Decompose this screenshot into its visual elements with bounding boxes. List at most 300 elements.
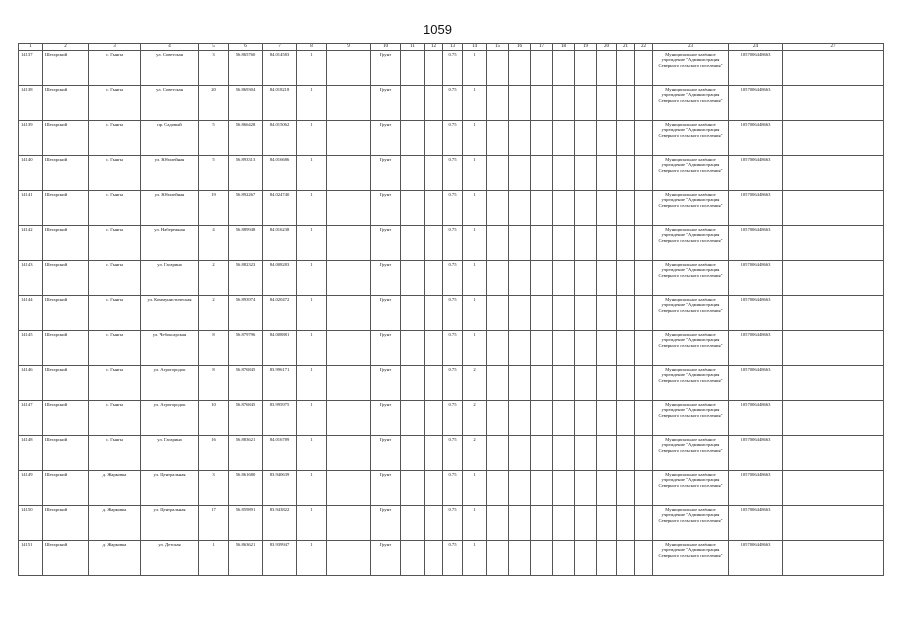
col11-cell <box>401 121 425 156</box>
col16-cell <box>509 226 531 261</box>
column-header: 17 <box>531 44 553 51</box>
col21-cell <box>617 121 635 156</box>
col8-cell: 1 <box>297 191 327 226</box>
col15-cell <box>487 471 509 506</box>
latitude-cell: 56.876845 <box>229 401 263 436</box>
col22-cell <box>635 191 653 226</box>
area-cell: 0.75 <box>443 121 463 156</box>
count-cell: 2 <box>463 436 487 471</box>
col16-cell <box>509 261 531 296</box>
ogrn-cell: 1057006448663 <box>729 261 783 296</box>
surface-cell: Грунт <box>371 261 401 296</box>
col11-cell <box>401 331 425 366</box>
col12-cell <box>425 331 443 366</box>
col27-cell <box>783 366 884 401</box>
street-cell: ул. Гагарина <box>141 261 199 296</box>
ogrn-cell: 1057006448663 <box>729 471 783 506</box>
col12-cell <box>425 226 443 261</box>
street-cell: ул. Гагарина <box>141 436 199 471</box>
col12-cell <box>425 191 443 226</box>
house-cell: 19 <box>199 191 229 226</box>
col21-cell <box>617 191 635 226</box>
column-header: 18 <box>553 44 575 51</box>
area-cell: 0.75 <box>443 506 463 541</box>
col27-cell <box>783 541 884 576</box>
column-header: 24 <box>729 44 783 51</box>
column-header: 12 <box>425 44 443 51</box>
col9-cell <box>327 436 371 471</box>
col15-cell <box>487 51 509 86</box>
col22-cell <box>635 86 653 121</box>
longitude-cell: 84.020472 <box>263 296 297 331</box>
longitude-cell: 84.014583 <box>263 51 297 86</box>
col17-cell <box>531 366 553 401</box>
house-cell: 17 <box>199 506 229 541</box>
settlement-cell: с. Гынгы <box>89 261 141 296</box>
col17-cell <box>531 226 553 261</box>
col8-cell: 1 <box>297 541 327 576</box>
longitude-cell: 84.016238 <box>263 226 297 261</box>
column-header: 3 <box>89 44 141 51</box>
col12-cell <box>425 366 443 401</box>
col12-cell <box>425 86 443 121</box>
col27-cell <box>783 506 884 541</box>
table-row <box>19 121 884 156</box>
count-cell: 1 <box>463 226 487 261</box>
col18-cell <box>553 506 575 541</box>
col27-cell <box>783 226 884 261</box>
owner-cell: Муниципальное казённое учреждение "Администрация Северного сельского поселения" <box>653 156 729 191</box>
district-cell: Шегарский <box>43 471 89 506</box>
col27-cell <box>783 191 884 226</box>
area-cell: 0.75 <box>443 296 463 331</box>
house-cell: 8 <box>199 366 229 401</box>
count-cell: 1 <box>463 191 487 226</box>
ogrn-cell: 1057006448663 <box>729 86 783 121</box>
owner-cell: Муниципальное казённое учреждение "Администрация Северного сельского поселения" <box>653 366 729 401</box>
house-cell: 20 <box>199 86 229 121</box>
col12-cell <box>425 541 443 576</box>
col21-cell <box>617 436 635 471</box>
street-cell: ул. Юбилейная <box>141 156 199 191</box>
col19-cell <box>575 86 597 121</box>
col17-cell <box>531 471 553 506</box>
latitude-cell: 56.889948 <box>229 226 263 261</box>
col19-cell <box>575 51 597 86</box>
col8-cell: 1 <box>297 436 327 471</box>
district-cell: Шегарский <box>43 541 89 576</box>
col22-cell <box>635 261 653 296</box>
col15-cell <box>487 261 509 296</box>
longitude-cell: 84.008283 <box>263 261 297 296</box>
col9-cell <box>327 471 371 506</box>
street-cell: ул. Коммунистическая <box>141 296 199 331</box>
surface-cell: Грунт <box>371 331 401 366</box>
column-header: 10 <box>371 44 401 51</box>
col27-cell <box>783 436 884 471</box>
surface-cell: Грунт <box>371 226 401 261</box>
house-cell: 2 <box>199 296 229 331</box>
col16-cell <box>509 401 531 436</box>
table-row <box>19 261 884 296</box>
col11-cell <box>401 86 425 121</box>
ogrn-cell: 1057006448663 <box>729 366 783 401</box>
col17-cell <box>531 191 553 226</box>
area-cell: 0.75 <box>443 471 463 506</box>
latitude-cell: 56.861680 <box>229 471 263 506</box>
col12-cell <box>425 51 443 86</box>
row-number: 14140 <box>19 156 43 191</box>
count-cell: 1 <box>463 156 487 191</box>
owner-cell: Муниципальное казённое учреждение "Администрация Северного сельского поселения" <box>653 506 729 541</box>
col8-cell: 1 <box>297 86 327 121</box>
col11-cell <box>401 51 425 86</box>
column-header: 1 <box>19 44 43 51</box>
settlement-cell: с. Гынгы <box>89 191 141 226</box>
street-cell: ул. Советская <box>141 51 199 86</box>
col27-cell <box>783 331 884 366</box>
table-row <box>19 51 884 86</box>
count-cell: 2 <box>463 366 487 401</box>
latitude-cell: 56.866428 <box>229 121 263 156</box>
ogrn-cell: 1057006448663 <box>729 506 783 541</box>
col22-cell <box>635 226 653 261</box>
col16-cell <box>509 366 531 401</box>
owner-cell: Муниципальное казённое учреждение "Администрация Северного сельского поселения" <box>653 471 729 506</box>
col15-cell <box>487 156 509 191</box>
district-cell: Шегарский <box>43 331 89 366</box>
col19-cell <box>575 191 597 226</box>
house-cell: 5 <box>199 121 229 156</box>
row-number: 14141 <box>19 191 43 226</box>
col11-cell <box>401 156 425 191</box>
col12-cell <box>425 401 443 436</box>
latitude-cell: 56.865760 <box>229 51 263 86</box>
col16-cell <box>509 86 531 121</box>
column-header: 16 <box>509 44 531 51</box>
col18-cell <box>553 436 575 471</box>
latitude-cell: 56.882323 <box>229 261 263 296</box>
col20-cell <box>597 366 617 401</box>
table-row <box>19 366 884 401</box>
house-cell: 10 <box>199 401 229 436</box>
longitude-cell: 83.995975 <box>263 401 297 436</box>
col15-cell <box>487 366 509 401</box>
count-cell: 1 <box>463 541 487 576</box>
settlement-cell: с. Гынгы <box>89 51 141 86</box>
count-cell: 2 <box>463 401 487 436</box>
col20-cell <box>597 121 617 156</box>
row-number: 14144 <box>19 296 43 331</box>
column-header: 27 <box>783 44 884 51</box>
col21-cell <box>617 86 635 121</box>
area-cell: 0.75 <box>443 86 463 121</box>
col16-cell <box>509 51 531 86</box>
street-cell: ул. Агрогородок <box>141 401 199 436</box>
area-cell: 0.75 <box>443 51 463 86</box>
col17-cell <box>531 121 553 156</box>
house-cell: 1 <box>199 541 229 576</box>
col18-cell <box>553 296 575 331</box>
col17-cell <box>531 296 553 331</box>
col27-cell <box>783 51 884 86</box>
column-header: 23 <box>653 44 729 51</box>
row-number: 14150 <box>19 506 43 541</box>
col12-cell <box>425 156 443 191</box>
col12-cell <box>425 436 443 471</box>
owner-cell: Муниципальное казённое учреждение "Администрация Северного сельского поселения" <box>653 296 729 331</box>
district-cell: Шегарский <box>43 401 89 436</box>
col16-cell <box>509 121 531 156</box>
surface-cell: Грунт <box>371 121 401 156</box>
col9-cell <box>327 506 371 541</box>
area-cell: 0.75 <box>443 226 463 261</box>
col21-cell <box>617 156 635 191</box>
col19-cell <box>575 541 597 576</box>
table-row <box>19 331 884 366</box>
col17-cell <box>531 401 553 436</box>
longitude-cell: 84.018218 <box>263 86 297 121</box>
col18-cell <box>553 471 575 506</box>
latitude-cell: 56.879796 <box>229 331 263 366</box>
page-number: 1059 <box>423 22 452 37</box>
col16-cell <box>509 506 531 541</box>
row-number: 14148 <box>19 436 43 471</box>
district-cell: Шегарский <box>43 436 89 471</box>
street-cell: пр. Садовый <box>141 121 199 156</box>
row-number: 14137 <box>19 51 43 86</box>
col8-cell: 1 <box>297 261 327 296</box>
col17-cell <box>531 156 553 191</box>
latitude-cell: 56.893974 <box>229 296 263 331</box>
house-cell: 5 <box>199 156 229 191</box>
col18-cell <box>553 261 575 296</box>
ogrn-cell: 1057006448663 <box>729 156 783 191</box>
col22-cell <box>635 366 653 401</box>
house-cell: 3 <box>199 471 229 506</box>
col20-cell <box>597 86 617 121</box>
count-cell: 1 <box>463 506 487 541</box>
col17-cell <box>531 51 553 86</box>
row-number: 14146 <box>19 366 43 401</box>
col20-cell <box>597 331 617 366</box>
column-header: 22 <box>635 44 653 51</box>
col22-cell <box>635 156 653 191</box>
col9-cell <box>327 121 371 156</box>
col16-cell <box>509 296 531 331</box>
col18-cell <box>553 86 575 121</box>
settlement-cell: с. Гынгы <box>89 226 141 261</box>
longitude-cell: 84.016789 <box>263 436 297 471</box>
col18-cell <box>553 121 575 156</box>
house-cell: 4 <box>199 226 229 261</box>
column-header: 14 <box>463 44 487 51</box>
col9-cell <box>327 296 371 331</box>
col12-cell <box>425 506 443 541</box>
col21-cell <box>617 506 635 541</box>
col8-cell: 1 <box>297 51 327 86</box>
house-cell: 16 <box>199 436 229 471</box>
count-cell: 1 <box>463 121 487 156</box>
street-cell: ул. Агрогородок <box>141 366 199 401</box>
street-cell: ул. Набережная <box>141 226 199 261</box>
col15-cell <box>487 541 509 576</box>
col27-cell <box>783 296 884 331</box>
district-cell: Шегарский <box>43 506 89 541</box>
col9-cell <box>327 226 371 261</box>
col19-cell <box>575 436 597 471</box>
table-row <box>19 226 884 261</box>
settlement-cell: с. Гынгы <box>89 121 141 156</box>
district-cell: Шегарский <box>43 51 89 86</box>
col17-cell <box>531 506 553 541</box>
col11-cell <box>401 261 425 296</box>
col20-cell <box>597 401 617 436</box>
col9-cell <box>327 191 371 226</box>
col19-cell <box>575 261 597 296</box>
street-cell: ул. Центральная <box>141 506 199 541</box>
col20-cell <box>597 226 617 261</box>
col12-cell <box>425 261 443 296</box>
col18-cell <box>553 226 575 261</box>
column-header: 6 <box>229 44 263 51</box>
house-cell: 8 <box>199 331 229 366</box>
col8-cell: 1 <box>297 401 327 436</box>
column-header: 11 <box>401 44 425 51</box>
latitude-cell: 56.859891 <box>229 506 263 541</box>
col21-cell <box>617 226 635 261</box>
latitude-cell: 56.869304 <box>229 86 263 121</box>
col8-cell: 1 <box>297 506 327 541</box>
col18-cell <box>553 401 575 436</box>
count-cell: 1 <box>463 51 487 86</box>
settlement-cell: д. Жарковка <box>89 541 141 576</box>
settlement-cell: с. Гынгы <box>89 86 141 121</box>
longitude-cell: 84.016686 <box>263 156 297 191</box>
column-header: 2 <box>43 44 89 51</box>
column-header: 8 <box>297 44 327 51</box>
table-row <box>19 471 884 506</box>
col19-cell <box>575 401 597 436</box>
ogrn-cell: 1057006448663 <box>729 401 783 436</box>
col11-cell <box>401 366 425 401</box>
surface-cell: Грунт <box>371 191 401 226</box>
surface-cell: Грунт <box>371 156 401 191</box>
row-number: 14145 <box>19 331 43 366</box>
ogrn-cell: 1057006448663 <box>729 226 783 261</box>
owner-cell: Муниципальное казённое учреждение "Администрация Северного сельского поселения" <box>653 86 729 121</box>
col8-cell: 1 <box>297 226 327 261</box>
column-header: 21 <box>617 44 635 51</box>
area-cell: 0.75 <box>443 261 463 296</box>
col22-cell <box>635 296 653 331</box>
area-cell: 0.75 <box>443 366 463 401</box>
owner-cell: Муниципальное казённое учреждение "Администрация Северного сельского поселения" <box>653 401 729 436</box>
col20-cell <box>597 296 617 331</box>
col20-cell <box>597 51 617 86</box>
ogrn-cell: 1057006448663 <box>729 191 783 226</box>
surface-cell: Грунт <box>371 366 401 401</box>
owner-cell: Муниципальное казённое учреждение "Администрация Северного сельского поселения" <box>653 51 729 86</box>
column-header: 4 <box>141 44 199 51</box>
settlement-cell: с. Гынгы <box>89 436 141 471</box>
col27-cell <box>783 401 884 436</box>
table-row <box>19 156 884 191</box>
col8-cell: 1 <box>297 331 327 366</box>
column-header: 9 <box>327 44 371 51</box>
surface-cell: Грунт <box>371 86 401 121</box>
col21-cell <box>617 541 635 576</box>
col15-cell <box>487 296 509 331</box>
owner-cell: Муниципальное казённое учреждение "Администрация Северного сельского поселения" <box>653 226 729 261</box>
col17-cell <box>531 86 553 121</box>
surface-cell: Грунт <box>371 506 401 541</box>
col16-cell <box>509 541 531 576</box>
row-number: 14149 <box>19 471 43 506</box>
latitude-cell: 56.893313 <box>229 156 263 191</box>
row-number: 14139 <box>19 121 43 156</box>
area-cell: 0.75 <box>443 331 463 366</box>
col16-cell <box>509 471 531 506</box>
ogrn-cell: 1057006448663 <box>729 436 783 471</box>
col17-cell <box>531 261 553 296</box>
latitude-cell: 56.876845 <box>229 366 263 401</box>
ogrn-cell: 1057006448663 <box>729 51 783 86</box>
district-cell: Шегарский <box>43 226 89 261</box>
col18-cell <box>553 51 575 86</box>
col22-cell <box>635 401 653 436</box>
settlement-cell: с. Гынгы <box>89 296 141 331</box>
area-cell: 0.75 <box>443 541 463 576</box>
col19-cell <box>575 331 597 366</box>
longitude-cell: 83.940639 <box>263 471 297 506</box>
surface-cell: Грунт <box>371 541 401 576</box>
longitude-cell: 84.015062 <box>263 121 297 156</box>
settlement-cell: с. Гынгы <box>89 366 141 401</box>
col11-cell <box>401 471 425 506</box>
street-cell: ул. Чебоксарская <box>141 331 199 366</box>
col27-cell <box>783 156 884 191</box>
table-row <box>19 191 884 226</box>
table-row <box>19 541 884 576</box>
house-cell: 2 <box>199 261 229 296</box>
ogrn-cell: 1057006448663 <box>729 296 783 331</box>
district-cell: Шегарский <box>43 366 89 401</box>
table-row <box>19 401 884 436</box>
col12-cell <box>425 471 443 506</box>
col15-cell <box>487 86 509 121</box>
column-header: 19 <box>575 44 597 51</box>
row-number: 14143 <box>19 261 43 296</box>
col22-cell <box>635 331 653 366</box>
table-row <box>19 506 884 541</box>
col18-cell <box>553 541 575 576</box>
col20-cell <box>597 191 617 226</box>
count-cell: 1 <box>463 296 487 331</box>
col11-cell <box>401 506 425 541</box>
owner-cell: Муниципальное казённое учреждение "Администрация Северного сельского поселения" <box>653 191 729 226</box>
col17-cell <box>531 541 553 576</box>
col9-cell <box>327 261 371 296</box>
settlement-cell: с. Гынгы <box>89 331 141 366</box>
surface-cell: Грунт <box>371 51 401 86</box>
ogrn-cell: 1057006448663 <box>729 541 783 576</box>
col11-cell <box>401 191 425 226</box>
col20-cell <box>597 471 617 506</box>
col8-cell: 1 <box>297 121 327 156</box>
col18-cell <box>553 366 575 401</box>
owner-cell: Муниципальное казённое учреждение "Администрация Северного сельского поселения" <box>653 331 729 366</box>
